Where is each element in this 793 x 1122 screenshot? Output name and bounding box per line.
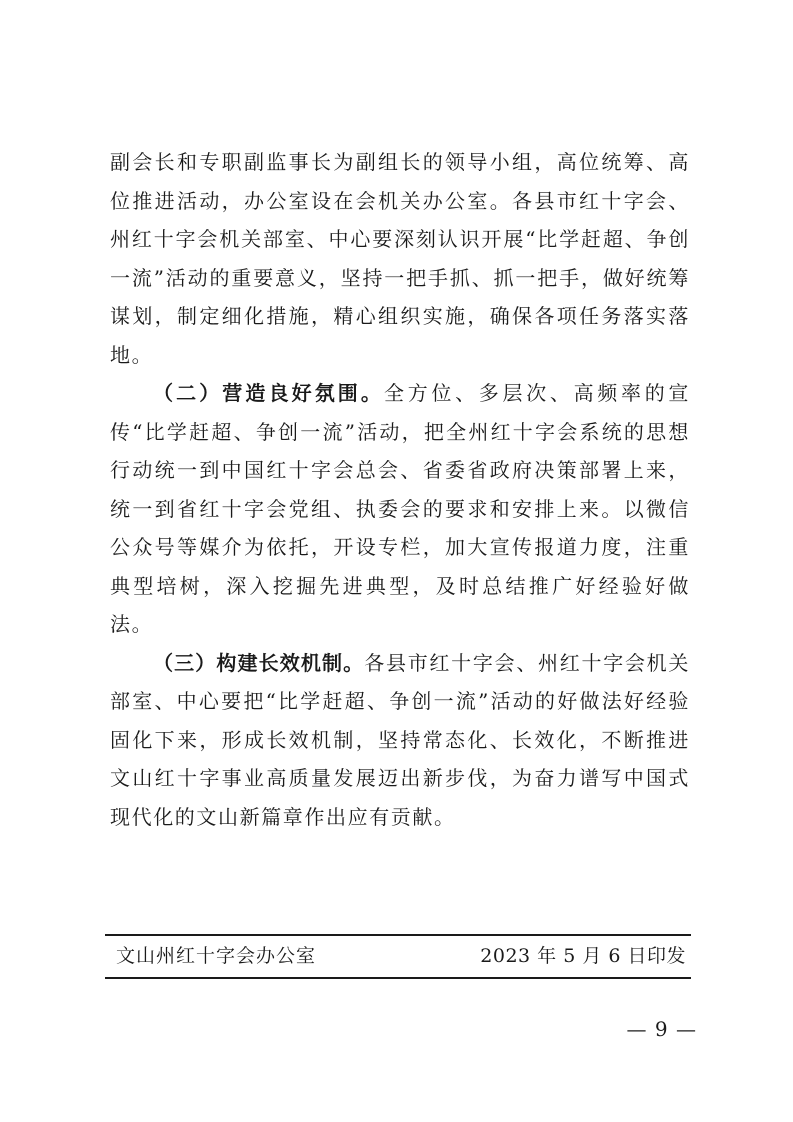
issuer-name: 文山州红十字会办公室 [116, 945, 317, 967]
paragraph-section-2 [110, 374, 690, 644]
section-3-heading: （三）构建长效机制。 [153, 650, 365, 675]
paragraph-section-3 [110, 644, 690, 837]
page-number: — 9 — [626, 1017, 697, 1041]
footer-bottom-rule [105, 977, 691, 979]
document-body [110, 143, 690, 836]
section-2-heading: （二）营造良好氛围。 [153, 381, 384, 405]
issue-date: 2023 年 5 月 6 日印发 [480, 945, 686, 967]
paragraph-continuation: 副会长和专职副监事长为副组长的领导小组，高位统筹、高位推进活动，办公室设在会机关办公室。各县市红十字会、州红十字会机关部室、中心要深刻认识开展“比学赶超、争创一流”活动的重要意义，坚持一把手抓、抓一把手，做好统筹谋划，制定细化措施，精心组织实施，确保各项任务落实落地。 [110, 150, 690, 367]
footer-top-rule [105, 934, 691, 936]
issuance-footer [116, 941, 686, 971]
section-2-text: 全方位、多层次、高频率的宣传“比学赶超、争创一流”活动，把全州红十字会系统的思想行动统一到中国红十字会总会、省委省政府决策部署上来，统一到省红十字会党组、执委会的要求和安排上来。以微信公众号等媒介为依托，开设专栏，加大宣传报道力度，注重典型培树，深入挖掘先进典型，及时总结推广好经验好做法。 [110, 381, 690, 636]
section-3-text: 各县市红十字会、州红十字会机关部室、中心要把“比学赶超、争创一流”活动的好做法好经验固化下来，形成长效机制，坚持常态化、长效化，不断推进文山红十字事业高质量发展迈出新步伐，为奋力谱写中国式现代化的文山新篇章作出应有贡献。 [110, 650, 690, 829]
